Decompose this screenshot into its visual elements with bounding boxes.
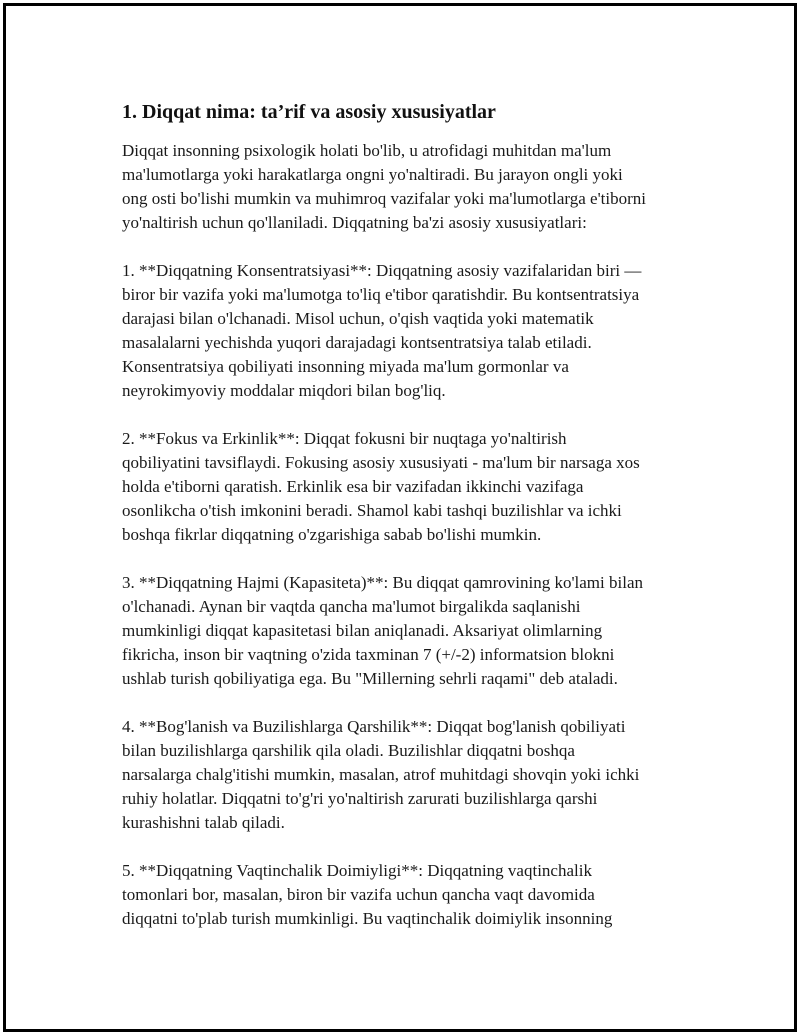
paragraph-list [122, 139, 702, 931]
paragraph-line: 3. **Diqqatning Hajmi (Kapasiteta)**: Bu diqqat qamrovining ko'lami bilan [122, 573, 643, 592]
paragraph-line: qobiliyatini tavsiflaydi. Fokusing asosiy xususiyati - ma'lum bir narsaga xos [122, 453, 640, 472]
paragraph [122, 571, 702, 691]
document-body [122, 99, 702, 955]
paragraph-line: bilan buzilishlarga qarshilik qila oladi. Buzilishlar diqqatni boshqa [122, 741, 575, 760]
paragraph [122, 859, 702, 931]
paragraph [122, 715, 702, 835]
paragraph-line: holda e'tiborni qaratish. Erkinlik esa bir vazifadan ikkinchi vazifaga [122, 477, 584, 496]
paragraph-line: Diqqat insonning psixologik holati bo'lib, u atrofidagi muhitdan ma'lum [122, 141, 612, 160]
paragraph-line: ruhiy holatlar. Diqqatni to'g'ri yo'naltirish zarurati buzilishlarga qarshi [122, 789, 598, 808]
paragraph-line: mumkinligi diqqat kapasitetasi bilan aniqlanadi. Aksariyat olimlarning [122, 621, 603, 640]
paragraph-line: narsalarga chalg'itishi mumkin, masalan, atrof muhitdagi shovqin yoki ichki [122, 765, 640, 784]
paragraph-line: fikricha, inson bir vaqtning o'zida taxminan 7 (+/-2) informatsion blokni [122, 645, 615, 664]
paragraph-line: boshqa fikrlar diqqatning o'zgarishiga sabab bo'lishi mumkin. [122, 525, 542, 544]
page-frame [3, 3, 797, 1032]
paragraph-line: ong osti bo'lishi mumkin va muhimroq vazifalar yoki ma'lumotlarga e'tiborni [122, 189, 646, 208]
paragraph-line: darajasi bilan o'lchanadi. Misol uchun, o'qish vaqtida yoki matematik [122, 309, 594, 328]
paragraph-line: ma'lumotlarga yoki harakatlarga ongni yo'naltiradi. Bu jarayon ongli yoki [122, 165, 623, 184]
paragraph-line: ushlab turish qobiliyatiga ega. Bu "Millerning sehrli raqami" deb ataladi. [122, 669, 618, 688]
paragraph [122, 139, 702, 235]
paragraph [122, 259, 702, 403]
paragraph-line: diqqatni to'plab turish mumkinligi. Bu vaqtinchalik doimiylik insonning [122, 909, 613, 928]
paragraph-line: yo'naltirish uchun qo'llaniladi. Diqqatning ba'zi asosiy xususiyatlari: [122, 213, 587, 232]
paragraph-line: o'lchanadi. Aynan bir vaqtda qancha ma'lumot birgalikda saqlanishi [122, 597, 581, 616]
paragraph-line: tomonlari bor, masalan, biron bir vazifa uchun qancha vaqt davomida [122, 885, 595, 904]
paragraph-line: 5. **Diqqatning Vaqtinchalik Doimiyligi**: Diqqatning vaqtinchalik [122, 861, 592, 880]
paragraph-line: 4. **Bog'lanish va Buzilishlarga Qarshilik**: Diqqat bog'lanish qobiliyati [122, 717, 626, 736]
paragraph-line: 2. **Fokus va Erkinlik**: Diqqat fokusni bir nuqtaga yo'naltirish [122, 429, 567, 448]
paragraph-line: osonlikcha o'tish imkonini beradi. Shamol kabi tashqi buzilishlar va ichki [122, 501, 622, 520]
paragraph-line: kurashishni talab qiladi. [122, 813, 285, 832]
paragraph-line: masalalarni yechishda yuqori darajadagi kontsentratsiya talab etiladi. [122, 333, 592, 352]
paragraph-line: 1. **Diqqatning Konsentratsiyasi**: Diqqatning asosiy vazifalaridan biri — [122, 261, 642, 280]
section-heading: 1. Diqqat nima: ta’rif va asosiy xususiyatlar [122, 101, 496, 123]
paragraph-line: Konsentratsiya qobiliyati insonning miyada ma'lum gormonlar va [122, 357, 569, 376]
paragraph-line: neyrokimyoviy moddalar miqdori bilan bog'liq. [122, 381, 446, 400]
paragraph-line: biror bir vazifa yoki ma'lumotga to'liq e'tibor qaratishdir. Bu kontsentratsiya [122, 285, 640, 304]
paragraph [122, 427, 702, 547]
